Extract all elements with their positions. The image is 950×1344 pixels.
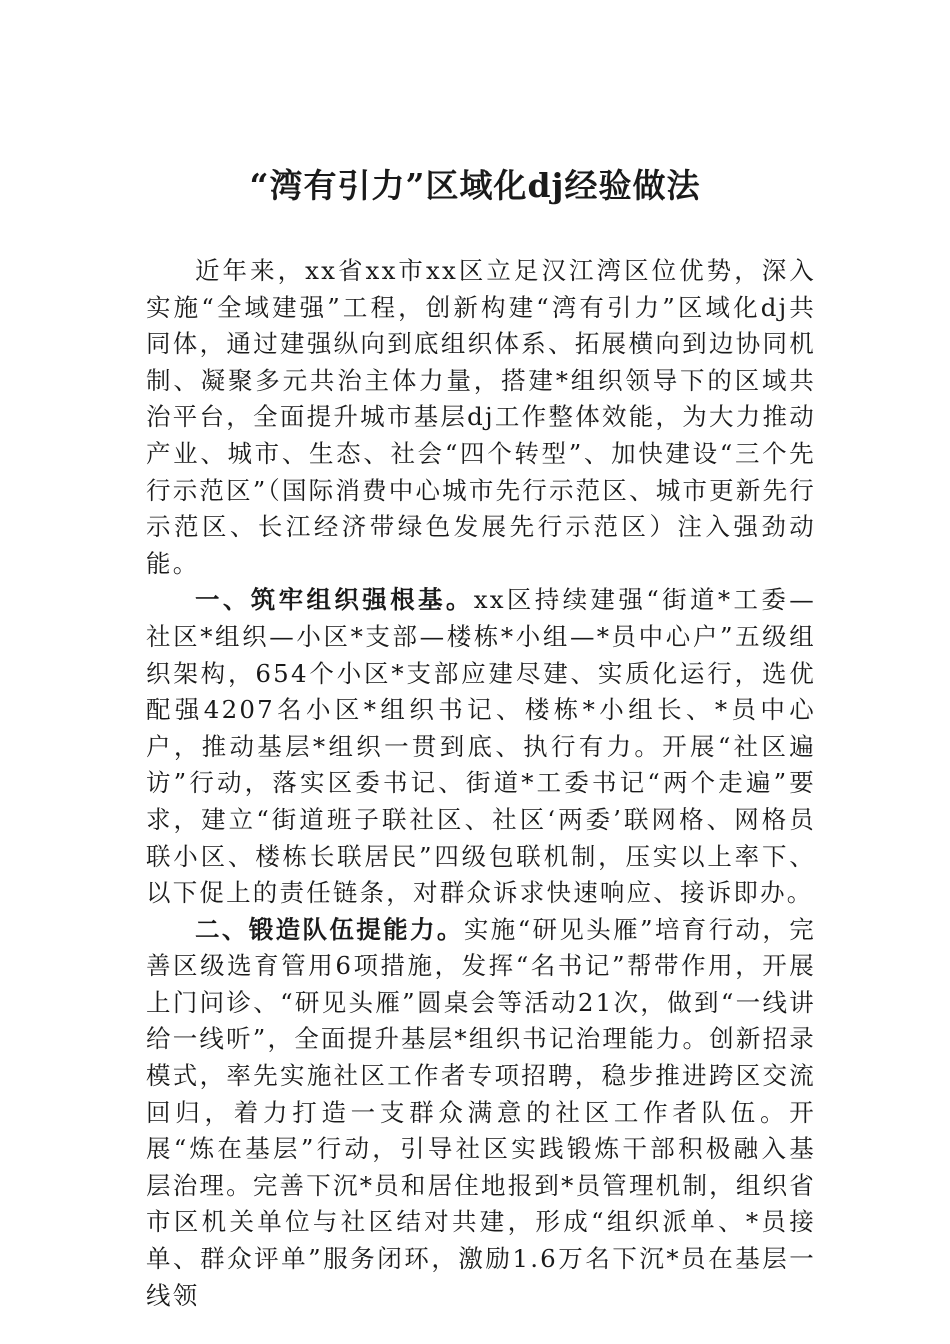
paragraph-section-1 (146, 582, 816, 911)
paragraph-text: xx区持续建强“街道*工委—社区*组织—小区*支部—楼栋*小组—*员中心户”五级组织架构，654个小区*支部应建尽建、实质化运行，选优配强4207名小区*组织书记、楼栋*小组长、*员中心户，推动基层*组织一贯到底、执行有力。开展“社区遍访”行动，落实区委书记、街道*工委书记“两个走遍”要求，建立“街道班子联社区、社区‘两委’联网格、网格员联小区、楼栋长联居民”四级包联机制，压实以上率下、以下促上的责任链条，对群众诉求快速响应、接诉即办。 (146, 585, 816, 908)
section-heading: 二、锻造队伍提能力。 (195, 914, 464, 944)
paragraph-section-2 (146, 912, 816, 1315)
paragraph-intro (146, 253, 816, 582)
document-body (146, 253, 816, 1314)
document-title: “湾有引力”区域化dj经验做法 (249, 166, 701, 205)
paragraph-text: 实施“研见头雁”培育行动，完善区级选育管用6项措施，发挥“名书记”帮带作用，开展上门问诊、“研见头雁”圆桌会等活动21次，做到“一线讲给一线听”，全面提升基层*组织书记治理能力。创新招录模式，率先实施社区工作者专项招聘，稳步推进跨区交流回归，着力打造一支群众满意的社区工作者队伍。开展“炼在基层”行动，引导社区实践锻炼干部积极融入基层治理。完善下沉*员和居住地报到*员管理机制，组织省市区机关单位与社区结对共建，形成“组织派单、*员接单、群众评单”服务闭环，激励1.6万名下沉*员在基层一线领 (146, 914, 817, 1310)
section-heading: 一、筑牢组织强根基。 (195, 585, 474, 615)
paragraph-text: 近年来，xx省xx市xx区立足汉江湾区位优势，深入实施“全域建强”工程，创新构建“湾有引力”区域化dj共同体，通过建强纵向到底组织体系、拓展横向到边协同机制、凝聚多元共治主体力量，搭建*组织领导下的区域共治平台，全面提升城市基层dj工作整体效能，为大力推动产业、城市、生态、社会“四个转型”、加快建设“三个先行示范区”（国际消费中心城市先行示范区、城市更新先行示范区、长江经济带绿色发展先行示范区）注入强劲动能。 (146, 256, 816, 578)
